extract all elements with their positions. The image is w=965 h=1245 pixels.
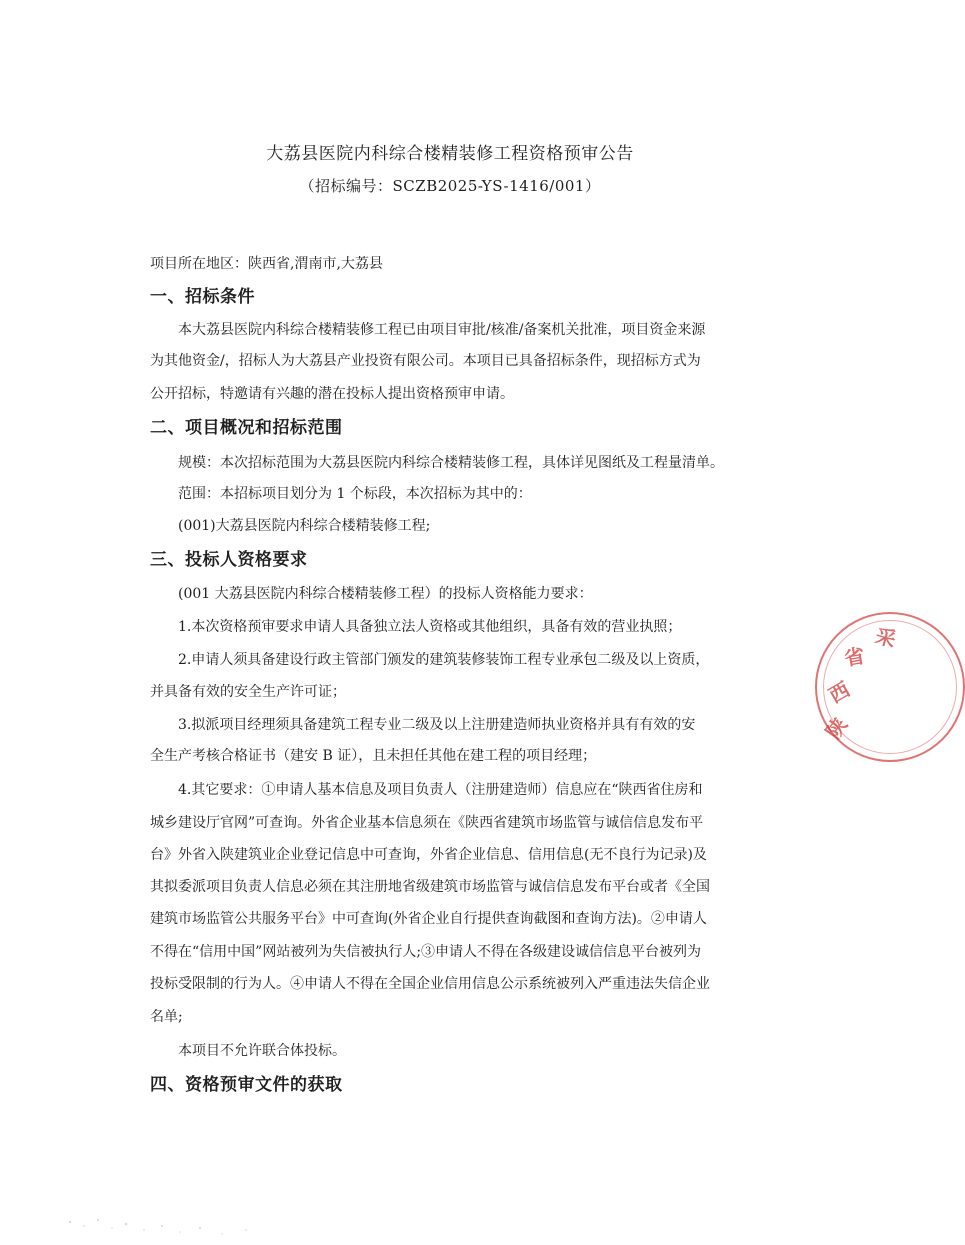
paragraph-line: 为其他资金/，招标人为大荔县产业投资有限公司。本项目已具备招标条件，现招标方式为 (150, 353, 701, 369)
paragraph-line: 范围：本招标项目划分为 1 个标段，本次招标为其中的： (178, 486, 532, 502)
paragraph-line: (001)大荔县医院内科综合楼精装修工程; (178, 518, 431, 534)
section-heading-1: 一、招标条件 (150, 287, 255, 307)
svg-text:省: 省 (842, 643, 867, 671)
svg-text:陕: 陕 (820, 713, 853, 744)
svg-text:采: 采 (872, 623, 899, 652)
paragraph-line: 台》外省入陕建筑业企业登记信息中可查询，外省企业信息、信用信息(无不良行为记录)及 (150, 847, 707, 863)
official-seal-stamp (815, 612, 965, 762)
paragraph-line: 全生产考核合格证书（建安 B 证），且未担任其他在建工程的项目经理； (150, 748, 597, 764)
project-location: 项目所在地区：陕西省,渭南市,大荔县 (150, 256, 383, 272)
paragraph-line: 名单; (150, 1009, 183, 1025)
paragraph-line: 投标受限制的行为人。④申请人不得在全国企业信用信息公示系统被列入严重违法失信企业 (150, 976, 710, 992)
paragraph-line: 1.本次资格预审要求申请人具备独立法人资格或其他组织，具备有效的营业执照； (178, 619, 682, 635)
tender-number: （招标编号：SCZB2025-YS-1416/001） (299, 177, 601, 195)
paragraph-line: 4.其它要求：①申请人基本信息及项目负责人（注册建造师）信息应在“陕西省住房和 (178, 782, 703, 798)
paragraph-line: 其拟委派项目负责人信息必须在其注册地省级建筑市场监管与诚信信息发布平台或者《全国 (150, 879, 710, 895)
section-heading-3: 三、投标人资格要求 (150, 550, 308, 570)
paragraph-line: (001 大荔县医院内科综合楼精装修工程）的投标人资格能力要求： (178, 586, 593, 602)
paragraph-line: 建筑市场监管公共服务平台》中可查询(外省企业自行提供查询截图和查询方法)。②申请人 (150, 911, 707, 927)
svg-text:西: 西 (824, 677, 854, 708)
document-title: 大荔县医院内科综合楼精装修工程资格预审公告 (266, 144, 634, 164)
section-heading-2: 二、项目概况和招标范围 (150, 418, 343, 438)
paragraph-line: 本大荔县医院内科综合楼精装修工程已由项目审批/核准/备案机关批准，项目资金来源 (178, 322, 706, 338)
section-heading-4: 四、资格预审文件的获取 (150, 1075, 343, 1095)
scan-noise-decoration (60, 1210, 280, 1240)
consortium-note: 本项目不允许联合体投标。 (178, 1043, 346, 1059)
paragraph-line: 并具备有效的安全生产许可证； (150, 684, 346, 700)
paragraph-line: 3.拟派项目经理须具备建筑工程专业二级及以上注册建造师执业资格并具有有效的安 (178, 717, 696, 733)
paragraph-line: 不得在“信用中国”网站被列为失信被执行人;③申请人不得在各级建设诚信信息平台被列为 (150, 944, 702, 960)
paragraph-line: 2.申请人须具备建设行政主管部门颁发的建筑装修装饰工程专业承包二级及以上资质， (178, 652, 710, 668)
paragraph-line: 公开招标，特邀请有兴趣的潜在投标人提出资格预审申请。 (150, 386, 514, 402)
paragraph-line: 城乡建设厅官网”可查询。外省企业基本信息须在《陕西省建筑市场监管与诚信信息发布平 (150, 815, 704, 831)
paragraph-line: 规模：本次招标范围为大荔县医院内科综合楼精装修工程，具体详见图纸及工程量清单。 (178, 455, 724, 471)
